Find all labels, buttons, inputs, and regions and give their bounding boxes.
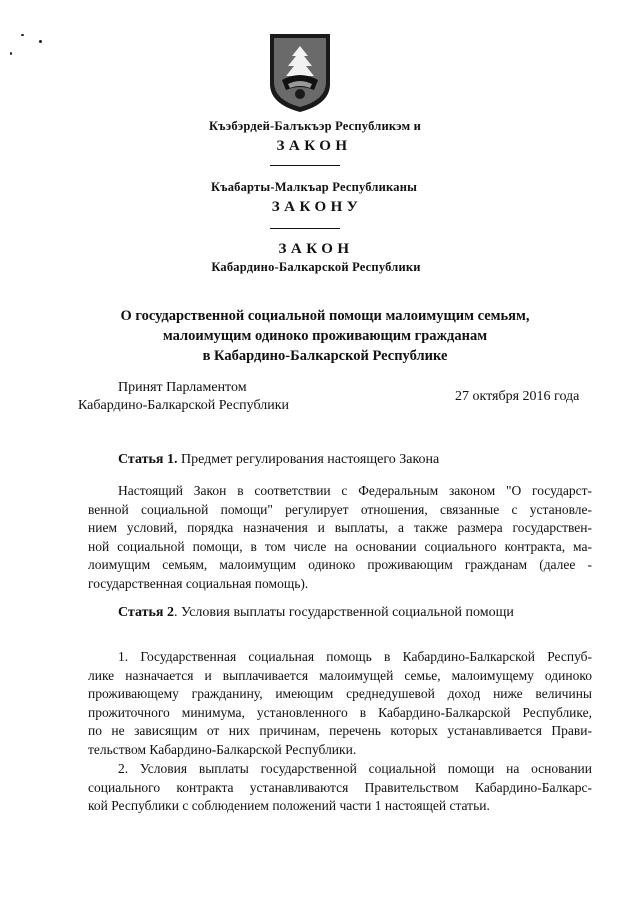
balkar-law-title: ЗАКОНУ — [271, 199, 363, 215]
text-line: венной социальной помощи" регулирует отношения, связанные с установле- — [88, 501, 592, 517]
balkar-republic-name: Къабарты-Малкъар Республиканы — [210, 180, 418, 194]
text-line: социального контракта устанавливаются Правительством Кабардино-Балкарс- — [88, 779, 592, 795]
law-title — [90, 306, 560, 366]
text-line: государственная социальная помощь). — [88, 575, 309, 591]
text-line: проживающему гражданину, имеющим среднедушевой доход ниже величины — [88, 686, 592, 701]
text-line: Настоящий Закон в соответствии с Федеральным законом "О государст- — [118, 483, 592, 498]
article2-part1 — [88, 648, 592, 759]
text-line: лоимущим семьям, малоимущим одиноко проживающим гражданам (далее - — [88, 557, 592, 572]
law-title-line: в Кабардино-Балкарской Республике — [202, 348, 448, 364]
article2-heading — [118, 605, 514, 621]
divider — [270, 165, 340, 166]
divider — [270, 228, 340, 229]
adoption-date: 27 октября 2016 года — [455, 389, 580, 404]
text-line: ной социальной помощи, в том числе на основании социального контракта, ма- — [88, 538, 592, 554]
text-line: нием условий, порядка назначения и выплаты, а также размера государствен- — [88, 520, 592, 535]
scan-speck — [21, 34, 24, 36]
kabardian-republic-name: Къэбэрдей-Балъкъэр Республикэм и — [208, 119, 422, 133]
text-line: лике назначается и выплачивается малоимущей семье, малоимущему одиноко — [88, 667, 592, 683]
law-title-line: малоимущим одиноко проживающим гражданам — [162, 328, 488, 344]
coat-of-arms-emblem — [268, 32, 332, 114]
law-title-line: О государственной социальной помощи малоимущим семьям, — [120, 308, 530, 324]
text-line: 2. Условия выплаты государственной социальной помощи на основании — [118, 761, 592, 776]
text-line: тельством Кабардино-Балкарской Республики. — [88, 741, 357, 757]
article1-number: Статья 1. — [118, 452, 178, 467]
text-line: прожиточного минимума, установленного в Кабардино-Балкарской Республике, — [88, 704, 592, 720]
russian-republic-name: Кабардино-Балкарской Республики — [211, 260, 421, 274]
article2-number: Статья 2 — [118, 605, 174, 620]
article2-title: . Условия выплаты государственной социальной помощи — [173, 605, 514, 620]
scan-speck — [39, 40, 42, 43]
kabardian-law-title: ЗАКОН — [276, 138, 352, 154]
text-line: по не зависящим от них причинам, перечень которых устанавливается Прави- — [88, 723, 592, 738]
article1-title: Предмет регулирования настоящего Закона — [177, 452, 440, 467]
text-line: кой Республики с соблюдением положений части 1 настоящей статьи. — [88, 798, 490, 813]
article2-part2 — [88, 760, 592, 816]
text-line: 1. Государственная социальная помощь в Кабардино-Балкарской Респуб- — [118, 649, 592, 664]
scan-speck — [10, 52, 12, 55]
adopted-by-line2: Кабардино-Балкарской Республики — [78, 398, 289, 413]
adopted-by-line1: Принят Парламентом — [118, 380, 247, 395]
russian-law-title: ЗАКОН — [278, 241, 354, 257]
article1-heading — [118, 452, 439, 468]
article1-text — [88, 482, 592, 593]
